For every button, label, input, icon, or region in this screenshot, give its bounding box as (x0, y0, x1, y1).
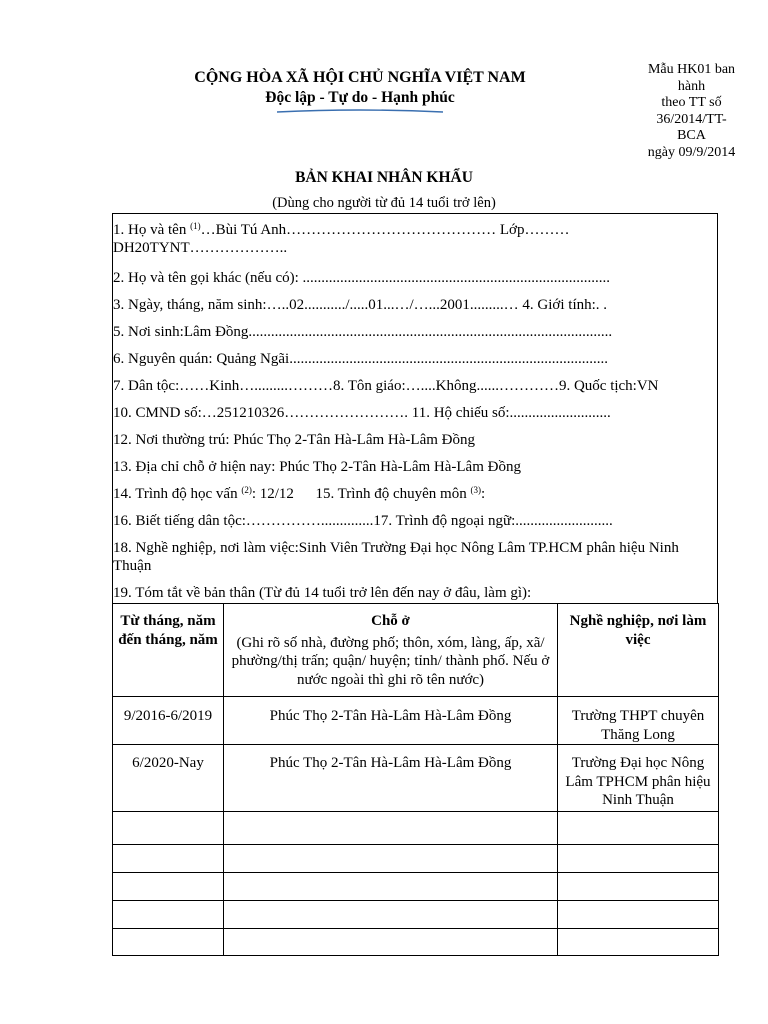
field-id-passport: 10. CMND số:…251210326……………………. 11. Hộ chiếu số:........................... (113, 405, 611, 421)
form-code-line: 36/2014/TT- (656, 111, 727, 127)
history-table (112, 603, 719, 956)
form-code-line: BCA (677, 128, 706, 143)
field-occupation: 18. Nghề nghiệp, nơi làm việc:Sinh Viên Trường Đại học Nông Lâm TP.HCM phân hiệu Ninh Thuận (113, 540, 679, 574)
table-row (113, 873, 719, 901)
cell-place (224, 901, 558, 929)
footnote-mark: (1) (190, 221, 201, 231)
national-header (150, 68, 570, 108)
cell-period (113, 812, 224, 845)
cell-place (224, 845, 558, 873)
cell-period (113, 901, 224, 929)
table-header-row (113, 604, 719, 697)
form-code-note (640, 62, 743, 161)
country-name: CỘNG HÒA XÃ HỘI CHỦ NGHĨA VIỆT NAM (194, 69, 526, 86)
field-label: 15. Trình độ chuyên môn (315, 486, 471, 502)
cell-job (558, 929, 719, 956)
table-row (113, 845, 719, 873)
field-value: …Bùi Tú Anh…………………………………… Lớp……… DH20TYNT……………….. (113, 222, 570, 256)
cell-period (113, 845, 224, 873)
field-birth-date-gender: 3. Ngày, tháng, năm sinh:…..02.........../.....01...…/…...2001.........… 4. Giới tính:. . (113, 297, 608, 313)
field-other-name: 2. Họ và tên gọi khác (nếu có): .................................................................................. (113, 270, 611, 286)
cell-job: Trường THPT chuyên Thăng Long (558, 697, 719, 745)
field-summary-heading: 19. Tóm tắt về bản thân (Từ đủ 14 tuổi trở lên đến nay ở đâu, làm gì): (113, 585, 532, 601)
document-subtitle: (Dùng cho người từ đủ 14 tuổi trở lên) (272, 195, 496, 211)
cell-place: Phúc Thọ 2-Tân Hà-Lâm Hà-Lâm Đồng (224, 745, 558, 812)
cell-job: Trường Đại học Nông Lâm TPHCM phân hiệu Ninh Thuận (558, 745, 719, 812)
cell-period: 6/2020-Nay (113, 745, 224, 812)
document-title: BẢN KHAI NHÂN KHẨU (295, 169, 473, 186)
form-code-line: theo TT số (661, 95, 722, 110)
cell-period: 9/2016-6/2019 (113, 697, 224, 745)
header-residence: Chỗ ở (Ghi rõ số nhà, đường phố; thôn, xóm, làng, ấp, xã/ phường/thị trấn; quận/ huyện; tỉnh/ thành phố. Nếu ở nước ngoài thì ghi rõ tên nước) (224, 604, 558, 697)
cell-period (113, 873, 224, 901)
header-residence-note: (Ghi rõ số nhà, đường phố; thôn, xóm, làng, ấp, xã/ phường/thị trấn; quận/ huyện; tỉnh/ thành phố. Nếu ở nước ngoài thì ghi rõ tên nước) (231, 634, 550, 688)
field-label: 1. Họ và tên (113, 222, 191, 238)
cell-place: Phúc Thọ 2-Tân Hà-Lâm Hà-Lâm Đồng (224, 697, 558, 745)
table-row (113, 697, 719, 745)
field-birth-place: 5. Nơi sinh:Lâm Đồng................................................................................................. (113, 324, 613, 340)
cell-place (224, 873, 558, 901)
field-full-name (113, 221, 703, 257)
header-occupation: Nghề nghiệp, nơi làm việc (558, 604, 719, 697)
motto-underline (275, 109, 445, 115)
table-row (113, 745, 719, 812)
field-education (113, 485, 485, 503)
field-label: 14. Trình độ học vấn (113, 486, 242, 502)
field-value: : 12/12 (251, 486, 294, 502)
form-code-line: Mẫu HK01 ban (647, 62, 736, 77)
footnote-mark: (2) (241, 485, 252, 495)
cell-job (558, 845, 719, 873)
cell-job (558, 873, 719, 901)
footnote-mark: (3) (470, 485, 481, 495)
cell-job (558, 901, 719, 929)
table-row (113, 929, 719, 956)
cell-period (113, 929, 224, 956)
national-motto: Độc lập - Tự do - Hạnh phúc (265, 89, 455, 106)
cell-place (224, 812, 558, 845)
cell-place (224, 929, 558, 956)
field-languages: 16. Biết tiếng dân tộc:……………..............17. Trình độ ngoại ngữ:.......................... (113, 513, 613, 529)
form-code-line: hành (677, 78, 706, 94)
header-period: Từ tháng, năm đến tháng, năm (113, 604, 224, 697)
field-permanent-address: 12. Nơi thường trú: Phúc Thọ 2-Tân Hà-Lâm Hà-Lâm Đồng (113, 432, 475, 448)
form-code-line: ngày 09/9/2014 (647, 144, 736, 160)
field-ethnicity-religion-nationality: 7. Dân tộc:……Kinh….........………8. Tôn giáo:…....Không......…………9. Quốc tịch:VN (113, 378, 659, 394)
cell-job (558, 812, 719, 845)
field-hometown: 6. Nguyên quán: Quảng Ngãi..................................................................................... (113, 351, 608, 367)
table-row (113, 901, 719, 929)
field-value: : (480, 486, 486, 502)
field-current-address: 13. Địa chỉ chỗ ở hiện nay: Phúc Thọ 2-Tân Hà-Lâm Hà-Lâm Đồng (113, 459, 521, 475)
table-row (113, 812, 719, 845)
